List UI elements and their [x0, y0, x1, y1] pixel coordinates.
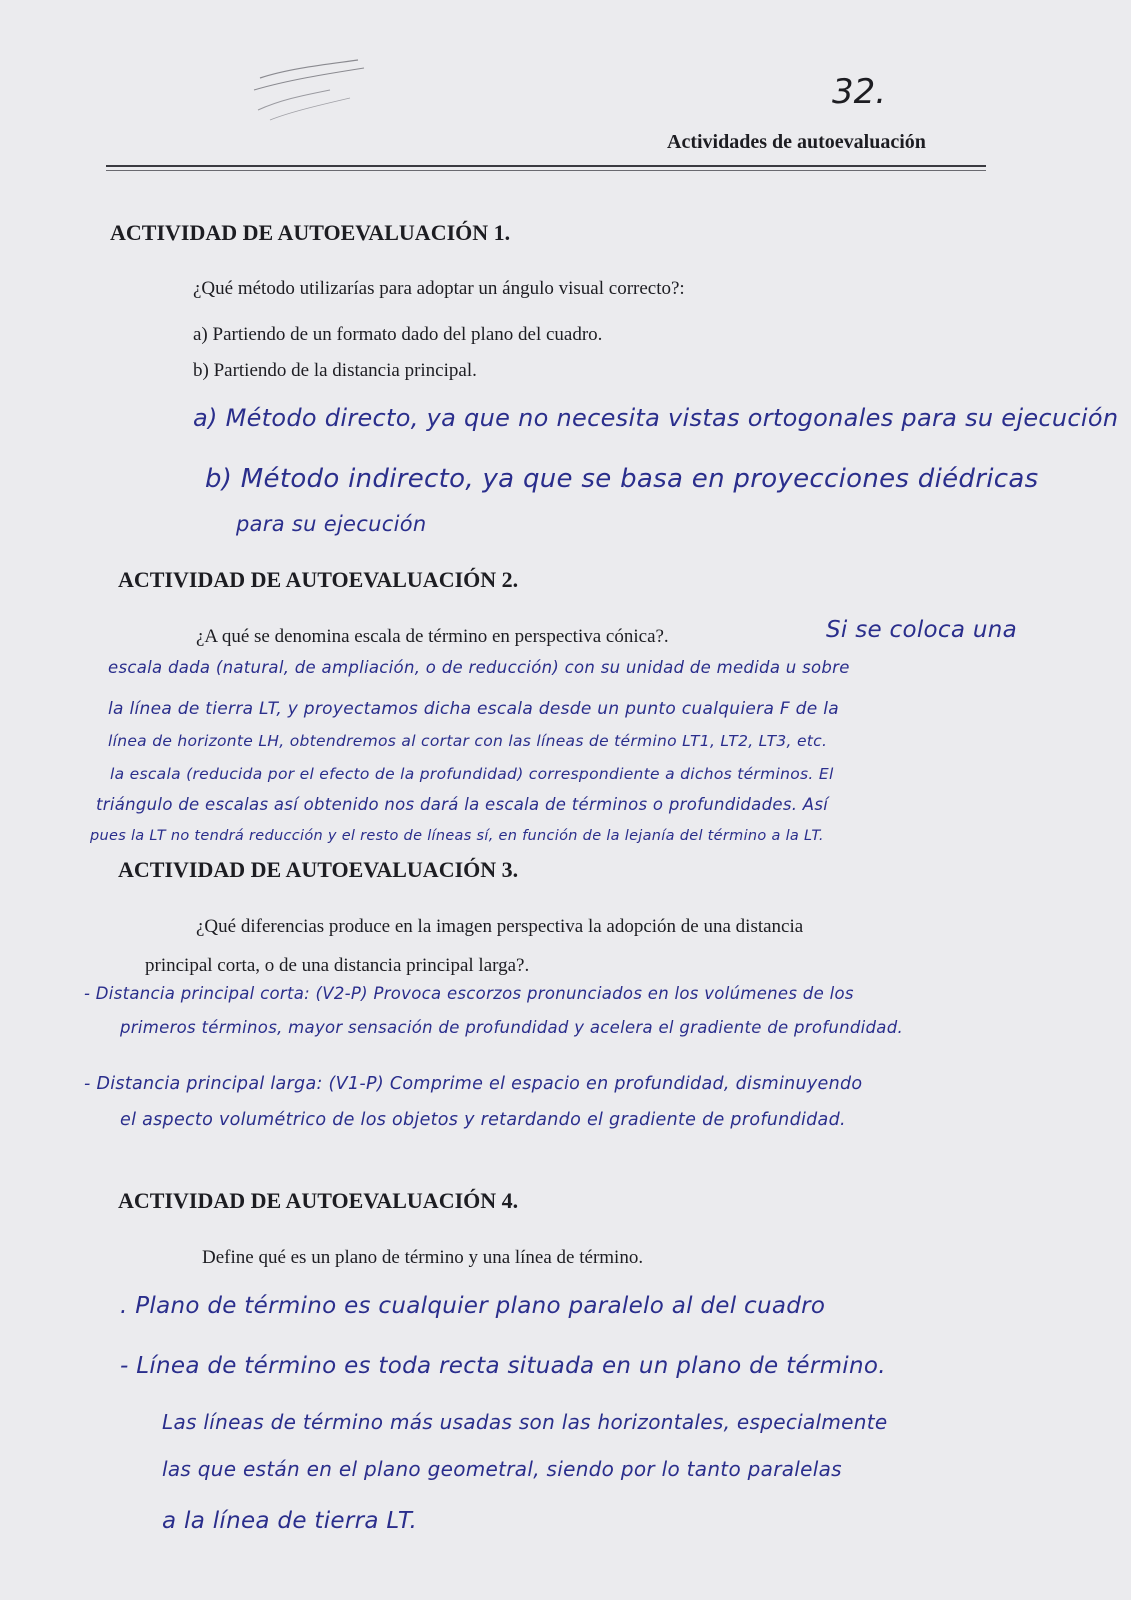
activity-2-answer-line: triángulo de escalas así obtenido nos dará la escala de términos o profundidades. Así	[96, 795, 829, 814]
activity-4-answer-line: a la línea de tierra LT.	[162, 1508, 418, 1534]
activity-3-title: ACTIVIDAD DE AUTOEVALUACIÓN 3.	[118, 857, 519, 882]
activity-3-question: principal corta, o de una distancia principal larga?.	[145, 955, 530, 976]
activity-3-question: ¿Qué diferencias produce en la imagen perspectiva la adopción de una distancia	[196, 916, 804, 937]
activity-3-answer-line: - Distancia principal larga: (V1-P) Comprime el espacio en profundidad, disminuyendo	[84, 1074, 863, 1094]
activity-4-question: Define qué es un plano de término y una línea de término.	[202, 1247, 644, 1268]
activity-2-answer-line: la escala (reducida por el efecto de la profundidad) correspondiente a dichos términos. El	[110, 765, 834, 783]
activity-1-option-b: b) Partiendo de la distancia principal.	[193, 360, 477, 381]
activity-4-answer-line: - Línea de término es toda recta situada en un plano de término.	[120, 1353, 886, 1379]
activity-1-answer-line: para su ejecución	[236, 512, 427, 536]
activity-1-title: ACTIVIDAD DE AUTOEVALUACIÓN 1.	[110, 220, 511, 245]
activity-1-answer-line: a) Método directo, ya que no necesita vistas ortogonales para su ejecución	[193, 404, 1119, 432]
activity-4-title: ACTIVIDAD DE AUTOEVALUACIÓN 4.	[118, 1188, 519, 1213]
activity-4-answer-line: . Plano de término es cualquier plano paralelo al del cuadro	[120, 1293, 826, 1319]
activity-2-title: ACTIVIDAD DE AUTOEVALUACIÓN 2.	[118, 567, 519, 592]
activity-1-question: ¿Qué método utilizarías para adoptar un ángulo visual correcto?:	[193, 278, 685, 299]
activity-2-answer-line: Si se coloca una	[826, 617, 1018, 643]
activity-4-answer-line: Las líneas de término más usadas son las horizontales, especialmente	[162, 1410, 888, 1434]
page-number: 32.	[832, 72, 887, 112]
activity-2-answer-line: línea de horizonte LH, obtendremos al cortar con las líneas de término LT1, LT2, LT3, etc.	[108, 732, 828, 750]
running-title: Actividades de autoevaluación	[667, 131, 926, 153]
activity-2-answer-line: escala dada (natural, de ampliación, o de reducción) con su unidad de medida u sobre	[108, 658, 850, 677]
activity-3-answer-line: - Distancia principal corta: (V2-P) Provoca escorzos pronunciados en los volúmenes de los	[84, 984, 854, 1003]
activity-2-question: ¿A qué se denomina escala de término en perspectiva cónica?.	[196, 626, 669, 647]
header-rule	[106, 165, 986, 167]
activity-3-answer-line: primeros términos, mayor sensación de profundidad y acelera el gradiente de profundidad.	[120, 1018, 904, 1037]
activity-3-answer-line: el aspecto volumétrico de los objetos y retardando el gradiente de profundidad.	[120, 1110, 846, 1130]
pencil-scribble-mark	[240, 50, 380, 130]
activity-1-answer-line: b) Método indirecto, ya que se basa en proyecciones diédricas	[205, 464, 1039, 494]
activity-2-answer-line: pues la LT no tendrá reducción y el resto de líneas sí, en función de la lejanía del término a la LT.	[90, 828, 824, 844]
activity-1-option-a: a) Partiendo de un formato dado del plano del cuadro.	[193, 324, 603, 345]
activity-2-answer-line: la línea de tierra LT, y proyectamos dicha escala desde un punto cualquiera F de la	[108, 699, 839, 719]
header-rule-thin	[106, 170, 986, 171]
activity-4-answer-line: las que están en el plano geometral, siendo por lo tanto paralelas	[162, 1457, 842, 1481]
